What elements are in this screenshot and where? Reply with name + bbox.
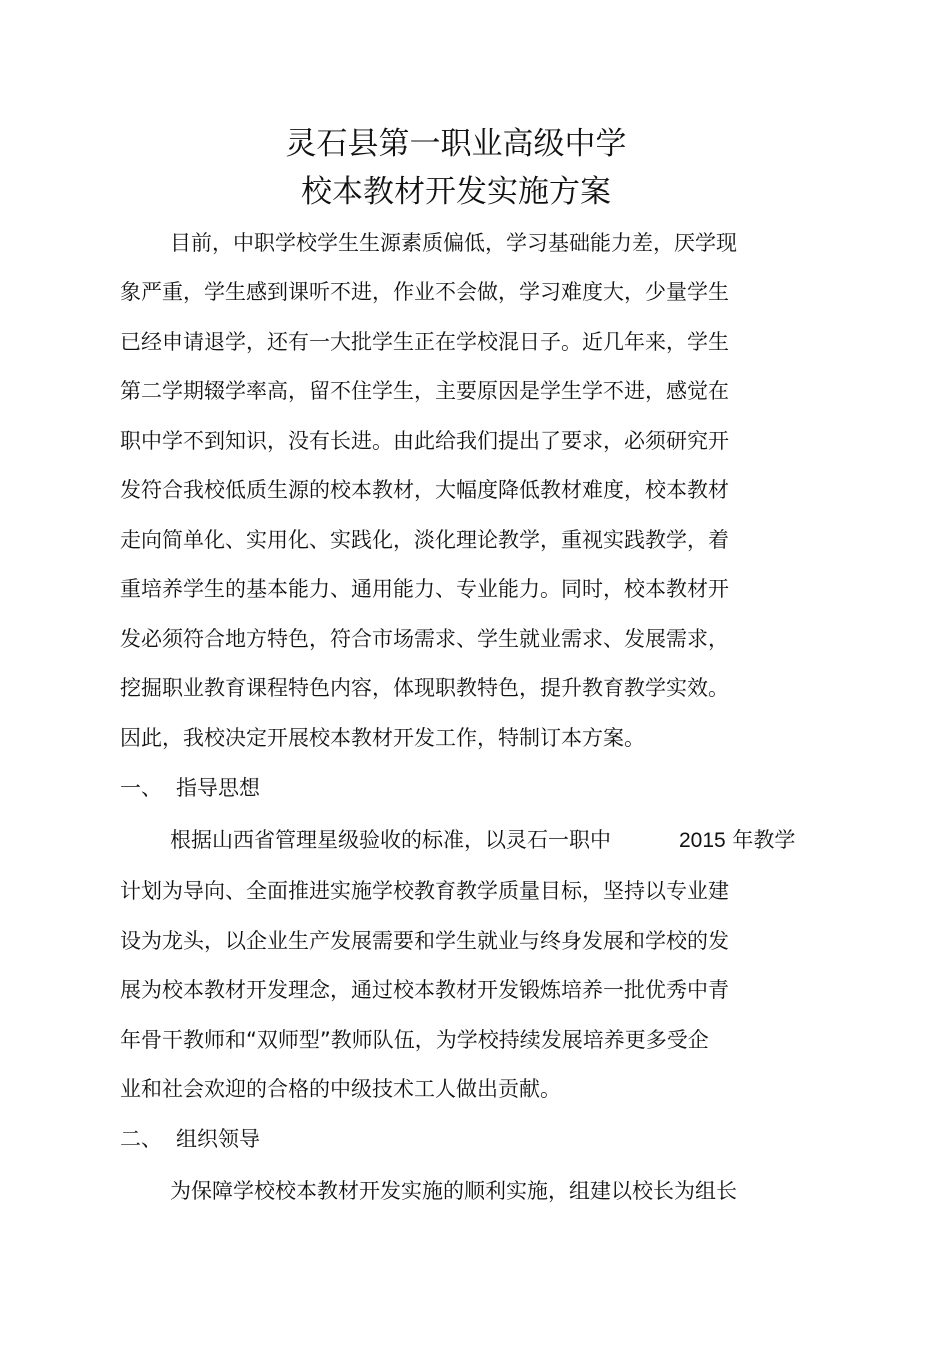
section-1-heading <box>120 773 260 803</box>
section-1-year: 2015 <box>679 829 726 852</box>
document-title-line-2: 校本教材开发实施方案 <box>301 174 611 210</box>
document-title-line-1: 灵石县第一职业高级中学 <box>285 126 627 162</box>
intro-line-2: 象严重，学生感到课听不进，作业不会做，学习难度大，少量学生 <box>120 280 729 304</box>
section-1-number: 一、 <box>120 776 162 800</box>
section-1-line-2: 计划为导向、全面推进实施学校教育教学质量目标，坚持以专业建 <box>120 879 729 903</box>
section-1-line-1-part-b: 年教学 <box>732 828 796 852</box>
section-2-heading <box>120 1124 260 1154</box>
intro-line-3: 已经申请退学，还有一大批学生正在学校混日子。近几年来，学生 <box>120 330 729 354</box>
intro-line-9: 发必须符合地方特色，符合市场需求、学生就业需求、发展需求， <box>120 627 729 651</box>
section-1-line-1-part-a: 根据山西省管理星级验收的标准，以灵石一职中 <box>170 828 611 852</box>
intro-line-5: 职中学不到知识，没有长进。由此给我们提出了要求，必须研究开 <box>120 429 729 453</box>
intro-line-10: 挖掘职业教育课程特色内容，体现职教特色，提升教育教学实效。 <box>120 676 729 700</box>
section-1-title: 指导思想 <box>176 776 260 800</box>
section-1-line-1 <box>170 825 795 856</box>
intro-line-8: 重培养学生的基本能力、通用能力、专业能力。同时，校本教材开 <box>120 577 729 601</box>
intro-line-11: 因此，我校决定开展校本教材开发工作，特制订本方案。 <box>120 726 645 750</box>
section-1-line-5: 年骨干教师和“双师型”教师队伍，为学校持续发展培养更多受企 <box>120 1028 709 1052</box>
intro-line-7: 走向简单化、实用化、实践化，淡化理论教学，重视实践教学，着 <box>120 528 729 552</box>
section-1-line-6: 业和社会欢迎的合格的中级技术工人做出贡献。 <box>120 1077 561 1101</box>
intro-line-4: 第二学期辍学率高，留不住学生，主要原因是学生学不进，感觉在 <box>120 379 729 403</box>
section-1-line-4: 展为校本教材开发理念，通过校本教材开发锻炼培养一批优秀中青 <box>120 978 729 1002</box>
section-2-number: 二、 <box>120 1127 162 1151</box>
intro-line-1: 目前，中职学校学生生源素质偏低，学习基础能力差，厌学现 <box>170 231 737 255</box>
section-2-title: 组织领导 <box>176 1127 260 1151</box>
intro-line-6: 发符合我校低质生源的校本教材，大幅度降低教材难度，校本教材 <box>120 478 729 502</box>
section-1-line-3: 设为龙头，以企业生产发展需要和学生就业与终身发展和学校的发 <box>120 929 729 953</box>
section-2-line-1: 为保障学校校本教材开发实施的顺利实施，组建以校长为组长 <box>170 1179 737 1203</box>
